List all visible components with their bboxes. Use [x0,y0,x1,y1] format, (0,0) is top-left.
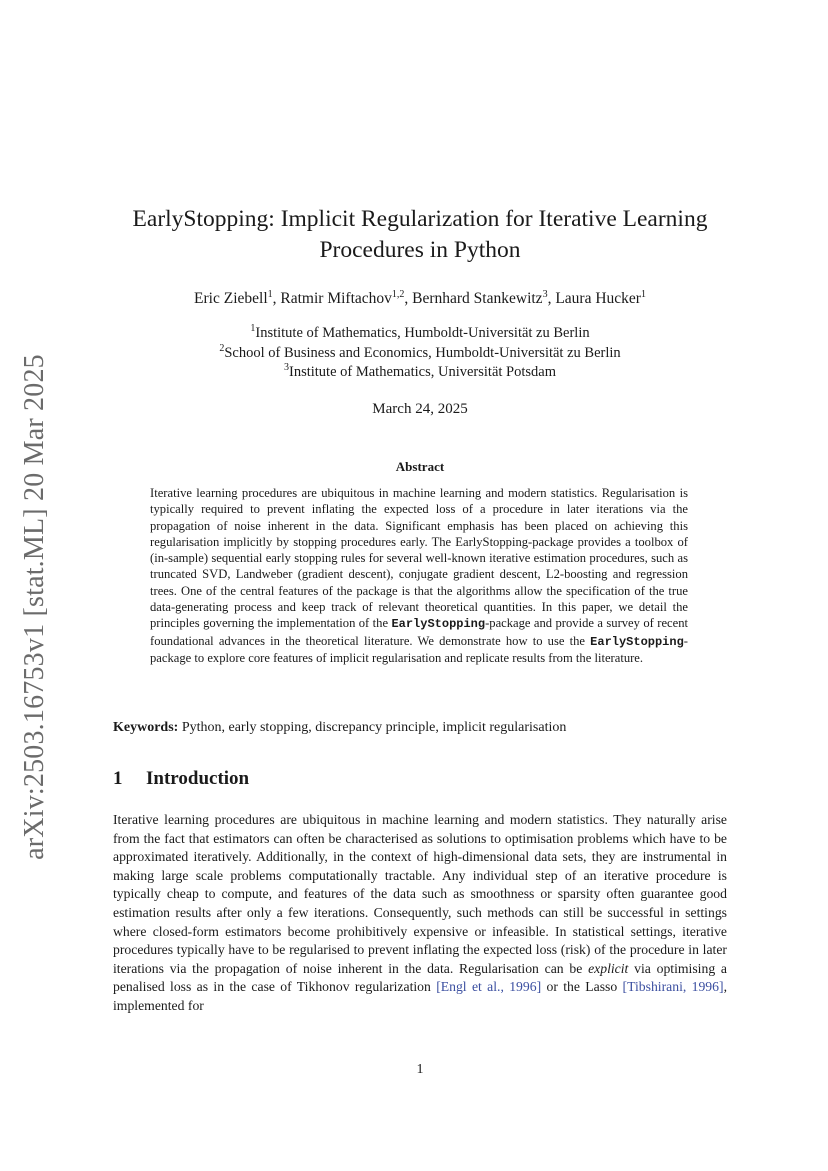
intro-text: or the Lasso [541,979,623,995]
citation-link[interactable]: [Engl et al., 1996] [436,979,542,995]
author-name: Eric Ziebell [194,290,268,307]
author-affiliation-mark: 1 [267,288,273,300]
section-title: Introduction [146,768,250,789]
author-name: Laura Hucker [555,290,641,307]
affiliation-text: School of Business and Economics, Humboldt-Universität zu Berlin [224,344,621,361]
section-number: 1 [113,768,123,789]
title-line-2: Procedures in Python [319,237,521,263]
abstract-text: -package and provide a survey of recent foundational advances in the theoretical literature. We demonstrate how to use the [150,616,689,648]
affiliation-mark: 1 [250,323,256,335]
abstract-code: EarlyStopping [590,634,684,649]
introduction-body [113,811,727,1016]
author-name: Ratmir Miftachov [280,290,392,307]
abstract-code: EarlyStopping [391,617,486,632]
affiliation [100,324,740,344]
section-heading [113,768,249,790]
keywords-text: Python, early stopping, discrepancy principle, implicit regularisation [181,720,567,735]
affiliation-mark: 2 [219,342,225,354]
abstract-body [150,485,688,666]
intro-text: Iterative learning procedures are ubiquitous in machine learning and modern statistics. They naturally arise from the fact that estimators can often be characterised as solutions to optimisation problems which have to be approximated iteratively. Additionally, in the context of high-dimensional data sets, they are instrumental in making large scale problems computationally tractable. Any individual step of an iterative procedure is typically cheap to compute, and features of the data such as smoothness or sparsity often guarantee good estimation results after only a few iterations. Consequently, such methods can still be successful in settings where closed-form estimators become prohibitively expensive or infeasible. In statistical settings, iterative procedures typically have to be regularised to prevent inflating the expected loss (risk) of the procedure in later iterations via the propagation of noise inherent in the data. Regularisation can be [113,812,727,976]
author-list: Eric Ziebell$^1$, Ratmir Miftachov$^{1,2}$, Bernhard Stankewitz$^3$, Laura Hucker$^1$ [194,288,646,307]
abstract-text: -package to explore core features of implicit regularisation and replicate results from the literature. [150,633,688,665]
affiliation [100,344,740,364]
author-affiliation-mark: 3 [542,288,548,300]
abstract-text: Iterative learning procedures are ubiquitous in machine learning and modern statistics. Regularisation is typically required to prevent inflating the expected loss of a procedure in later iterations via the propagation of noise inherent in the data. Significant emphasis has been placed on achieving this regularisation implicitly by stopping procedures early. The EarlyStopping-package provides a toolbox of (in-sample) sequential early stopping rules for several well-known iterative estimation procedures, such as truncated SVD, Landweber (gradient descent), conjugate gradient descent, L2-boosting and regression trees. One of the central features of the package is that the algorithms allow the specification of the true data-generating process and keep track of relevant theoretical quantities. In this paper, we detail the principles governing the implementation of the [150,486,688,631]
author-affiliation-mark: 1 [640,288,646,300]
arxiv-stamp [14,352,56,862]
author-affiliation-mark: 1,2 [391,288,405,300]
affiliation-mark: 3 [284,362,289,374]
paper-date: March 24, 2025 [372,401,468,417]
intro-text: , implemented for [113,979,727,1013]
intro-emphasis: explicit [588,960,629,976]
keywords [113,720,733,736]
affiliation [100,363,740,383]
abstract-heading: Abstract [395,459,445,474]
affiliation-text: Institute of Mathematics, Humboldt-Universität zu Berlin [255,325,590,341]
keywords-label: Keywords: [113,720,179,735]
arxiv-identifier: arXiv:2503.16753v1 [stat.ML] 20 Mar 2025 [19,354,50,860]
citation-link[interactable]: [Tibshirani, 1996] [622,979,724,995]
affiliation-list [100,324,740,383]
author-name: Bernhard Stankewitz [412,290,543,307]
intro-text: via optimising a penalised loss as in the case of Tikhonov regularization [113,960,727,995]
affiliation-text: Institute of Mathematics, Universität Potsdam [289,364,556,380]
paper-title [100,204,740,266]
title-line-1: EarlyStopping: Implicit Regularization for Iterative Learning [132,206,708,232]
page-number: 1 [416,1062,424,1077]
